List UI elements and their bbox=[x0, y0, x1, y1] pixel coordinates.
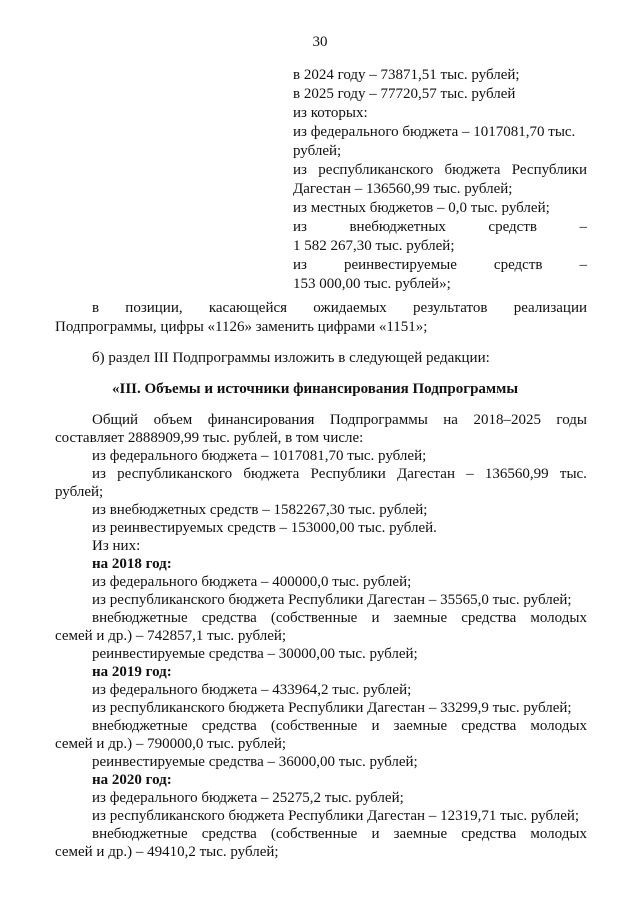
word: ожидаемых bbox=[313, 300, 387, 316]
section-b: б) раздел III Подпрограммы изложить в следующей редакции: bbox=[92, 350, 490, 366]
line-2024: в 2024 году – 73871,51 тыс. рублей; bbox=[293, 67, 520, 83]
word: средства bbox=[461, 610, 517, 626]
word: (собственные bbox=[270, 610, 358, 626]
word: и bbox=[371, 610, 380, 626]
word: бюджета bbox=[243, 466, 300, 482]
word: внебюджетные bbox=[92, 826, 188, 842]
year-2018-republic: из республиканского бюджета Республики Дагестан – 35565,0 тыс. рублей; bbox=[92, 592, 572, 608]
year-2019-reinvest: реинвестируемые средства – 36000,00 тыс. рублей; bbox=[92, 754, 418, 770]
year-2020-extra-line-2: семей и др.) – 49410,2 тыс. рублей; bbox=[55, 844, 279, 860]
word: на bbox=[443, 412, 458, 428]
word: средства bbox=[461, 718, 517, 734]
word: – bbox=[466, 466, 474, 482]
republic-line-2: Дагестан – 136560,99 тыс. рублей; bbox=[293, 181, 513, 197]
year-2018-heading: на 2018 год: bbox=[92, 556, 172, 572]
total-line-1 bbox=[92, 411, 587, 429]
word: (собственные bbox=[270, 826, 358, 842]
reinvest-line-1 bbox=[293, 256, 587, 274]
of-which: из которых: bbox=[293, 105, 368, 121]
word: из bbox=[293, 162, 307, 178]
word: реализации bbox=[513, 300, 587, 316]
extrabudget-line-2: 1 582 267,30 тыс. рублей; bbox=[293, 238, 455, 254]
word: республиканского bbox=[318, 162, 434, 178]
year-2019-extra-line-1 bbox=[92, 717, 587, 735]
word: внебюджетные bbox=[92, 610, 188, 626]
word: средства bbox=[201, 826, 257, 842]
word: результатов bbox=[412, 300, 488, 316]
word: из bbox=[92, 466, 106, 482]
word: объем bbox=[153, 412, 193, 428]
word: 2018–2025 bbox=[473, 412, 541, 428]
year-2018-federal: из федерального бюджета – 400000,0 тыс. рублей; bbox=[92, 574, 412, 590]
word: бюджета bbox=[444, 162, 501, 178]
reinvest-line-2: 153 000,00 тыс. рублей»; bbox=[293, 276, 451, 292]
results-change-line-1 bbox=[92, 299, 587, 317]
federal-line-1: из федерального бюджета – 1017081,70 тыс. bbox=[293, 124, 576, 140]
word: Дагестан bbox=[397, 466, 455, 482]
word: касающейся bbox=[208, 300, 288, 316]
word: заемные bbox=[393, 826, 448, 842]
year-2018-extra-line-2: семей и др.) – 742857,1 тыс. рублей; bbox=[55, 628, 287, 644]
page-number: 30 bbox=[312, 34, 328, 50]
total-federal: из федерального бюджета – 1017081,70 тыс. рублей; bbox=[92, 448, 427, 464]
word: (собственные bbox=[270, 718, 358, 734]
word: Республики bbox=[511, 162, 587, 178]
year-2020-heading: на 2020 год: bbox=[92, 772, 172, 788]
word: и bbox=[371, 826, 380, 842]
word: финансирования bbox=[207, 412, 315, 428]
year-2018-reinvest: реинвестируемые средства – 30000,00 тыс. рублей; bbox=[92, 646, 418, 662]
word: Республики bbox=[310, 466, 386, 482]
total-extrabudget: из внебюджетных средств – 1582267,30 тыс. рублей; bbox=[92, 502, 428, 518]
year-2018-extra-line-1 bbox=[92, 609, 587, 627]
total-republic-line-2: рублей; bbox=[55, 484, 104, 500]
word: средства bbox=[201, 718, 257, 734]
word: средств bbox=[493, 257, 543, 273]
word: – bbox=[579, 257, 587, 273]
year-2019-heading: на 2019 год: bbox=[92, 664, 172, 680]
word: из bbox=[293, 219, 307, 235]
year-2020-federal: из федерального бюджета – 25275,2 тыс. рублей; bbox=[92, 790, 404, 806]
republic-line-1 bbox=[293, 161, 587, 179]
word: молодых bbox=[530, 610, 587, 626]
total-republic-line-1 bbox=[92, 465, 587, 483]
year-2019-federal: из федерального бюджета – 433964,2 тыс. рублей; bbox=[92, 682, 412, 698]
word: Подпрограммы bbox=[329, 412, 428, 428]
word: из bbox=[293, 257, 307, 273]
results-change-line-2: Подпрограммы, цифры «1126» заменить цифрами «1151»; bbox=[55, 319, 428, 335]
word: внебюджетные bbox=[92, 718, 188, 734]
word: средства bbox=[201, 610, 257, 626]
word: внебюджетных bbox=[349, 219, 446, 235]
year-2020-extra-line-1 bbox=[92, 825, 587, 843]
total-line-2: составляет 2888909,99 тыс. рублей, в том числе: bbox=[55, 430, 364, 446]
word: республиканского bbox=[117, 466, 233, 482]
federal-line-2: рублей; bbox=[293, 143, 342, 159]
word: средства bbox=[461, 826, 517, 842]
extrabudget-line-1 bbox=[293, 218, 587, 236]
total-reinvest: из реинвестируемых средств – 153000,00 тыс. рублей. bbox=[92, 520, 437, 536]
word: Общий bbox=[92, 412, 139, 428]
line-2025: в 2025 году – 77720,57 тыс. рублей bbox=[293, 86, 516, 102]
word: позиции, bbox=[125, 300, 183, 316]
word: – bbox=[579, 219, 587, 235]
word: молодых bbox=[530, 826, 587, 842]
section-heading: «III. Объемы и источники финансирования Подпрограммы bbox=[112, 381, 519, 397]
year-2019-republic: из республиканского бюджета Республики Дагестан – 33299,9 тыс. рублей; bbox=[92, 700, 572, 716]
word: и bbox=[371, 718, 380, 734]
local-budget: из местных бюджетов – 0,0 тыс. рублей; bbox=[293, 200, 550, 216]
word: 136560,99 bbox=[484, 466, 549, 482]
year-2020-republic: из республиканского бюджета Республики Дагестан – 12319,71 тыс. рублей; bbox=[92, 808, 580, 824]
word: молодых bbox=[530, 718, 587, 734]
word: реинвестируемые bbox=[343, 257, 457, 273]
of-them: Из них: bbox=[92, 538, 141, 554]
year-2019-extra-line-2: семей и др.) – 790000,0 тыс. рублей; bbox=[55, 736, 287, 752]
word: тыс. bbox=[559, 466, 587, 482]
word: средств bbox=[488, 219, 537, 235]
word: годы bbox=[556, 412, 587, 428]
word: заемные bbox=[393, 610, 448, 626]
word: заемные bbox=[393, 718, 448, 734]
word: в bbox=[92, 300, 100, 316]
